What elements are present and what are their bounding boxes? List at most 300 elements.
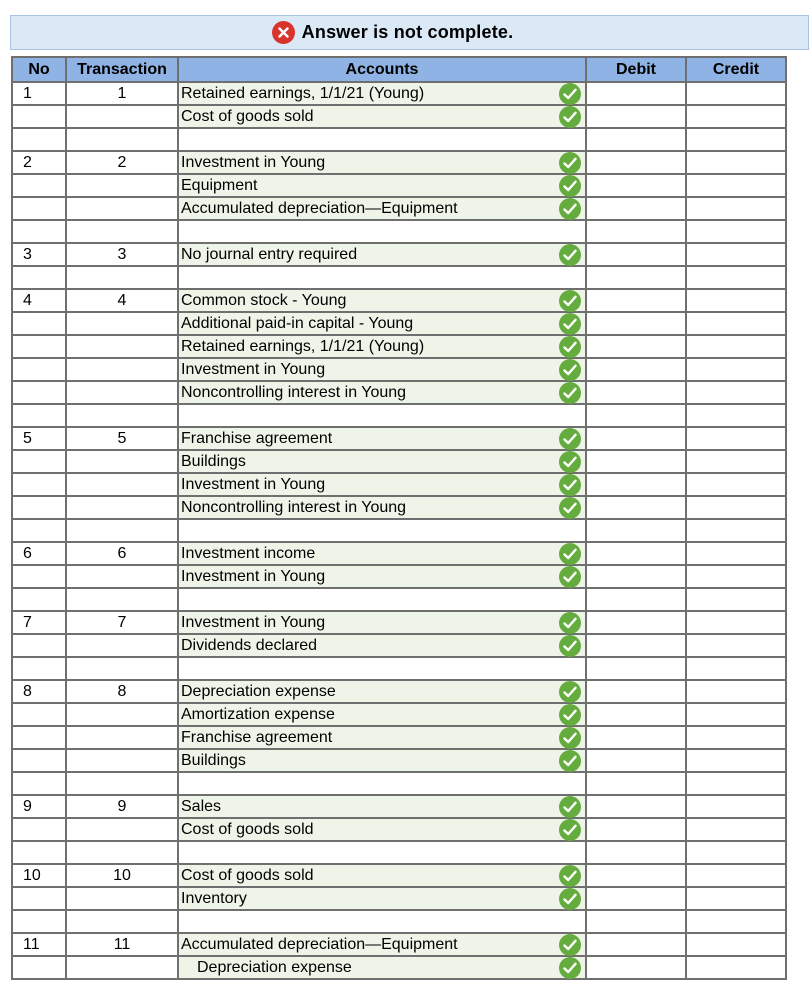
- correct-checkmark-icon: [559, 750, 581, 772]
- transaction-cell: [66, 772, 178, 795]
- row-number-cell: [12, 105, 66, 128]
- credit-input[interactable]: [686, 864, 786, 887]
- debit-input[interactable]: [586, 933, 686, 956]
- account-select[interactable]: [178, 174, 586, 197]
- table-row: [12, 772, 786, 795]
- transaction-cell: [66, 910, 178, 933]
- debit-input[interactable]: [586, 910, 686, 933]
- transaction-cell: 2: [66, 151, 178, 174]
- transaction-cell: 1: [66, 82, 178, 105]
- transaction-cell: [66, 197, 178, 220]
- table-row: [12, 220, 786, 243]
- account-select[interactable]: [178, 243, 586, 266]
- account-label: Depreciation expense: [197, 958, 352, 976]
- account-select[interactable]: [178, 358, 586, 381]
- row-number-cell: 1: [12, 82, 66, 105]
- correct-checkmark-icon: [559, 474, 581, 496]
- row-number-cell: 3: [12, 243, 66, 266]
- transaction-cell: 5: [66, 427, 178, 450]
- transaction-cell: 10: [66, 864, 178, 887]
- answer-status-banner: [10, 15, 809, 50]
- account-label: Cost of goods sold: [181, 107, 314, 125]
- row-number-cell: [12, 726, 66, 749]
- account-label: Retained earnings, 1/1/21 (Young): [181, 337, 425, 355]
- correct-checkmark-icon: [559, 796, 581, 818]
- debit-input[interactable]: [586, 381, 686, 404]
- row-number-cell: [12, 450, 66, 473]
- account-label: Amortization expense: [181, 705, 335, 723]
- transaction-cell: [66, 312, 178, 335]
- account-select[interactable]: [178, 335, 586, 358]
- account-label: Retained earnings, 1/1/21 (Young): [181, 84, 425, 102]
- credit-input[interactable]: [686, 312, 786, 335]
- row-number-cell: [12, 220, 66, 243]
- table-row: [12, 956, 786, 979]
- row-number-cell: [12, 404, 66, 427]
- credit-input[interactable]: [686, 542, 786, 565]
- account-select[interactable]: [178, 197, 586, 220]
- account-select[interactable]: [178, 105, 586, 128]
- header-transaction: Transaction: [66, 57, 178, 82]
- transaction-cell: [66, 565, 178, 588]
- debit-input[interactable]: [586, 358, 686, 381]
- credit-input[interactable]: [686, 450, 786, 473]
- correct-checkmark-icon: [559, 152, 581, 174]
- account-select[interactable]: [178, 519, 586, 542]
- table-row: [12, 151, 786, 174]
- row-number-cell: [12, 266, 66, 289]
- journal-entry-table: [11, 56, 787, 980]
- account-label: Investment in Young: [181, 475, 326, 493]
- correct-checkmark-icon: [559, 359, 581, 381]
- account-select[interactable]: [178, 726, 586, 749]
- correct-checkmark-icon: [559, 198, 581, 220]
- correct-checkmark-icon: [559, 244, 581, 266]
- correct-checkmark-icon: [559, 336, 581, 358]
- credit-input[interactable]: [686, 174, 786, 197]
- credit-input[interactable]: [686, 381, 786, 404]
- row-number-cell: [12, 519, 66, 542]
- debit-input[interactable]: [586, 404, 686, 427]
- row-number-cell: [12, 887, 66, 910]
- row-number-cell: [12, 956, 66, 979]
- debit-input[interactable]: [586, 887, 686, 910]
- table-row: [12, 404, 786, 427]
- table-body: [12, 82, 786, 979]
- table-row: [12, 450, 786, 473]
- transaction-cell: [66, 266, 178, 289]
- account-label: Additional paid-in capital - Young: [181, 314, 414, 332]
- credit-input[interactable]: [686, 910, 786, 933]
- row-number-cell: [12, 473, 66, 496]
- row-number-cell: 2: [12, 151, 66, 174]
- account-label: Accumulated depreciation—Equipment: [181, 199, 458, 217]
- correct-checkmark-icon: [559, 382, 581, 404]
- transaction-cell: [66, 956, 178, 979]
- account-label: Common stock - Young: [181, 291, 347, 309]
- row-number-cell: [12, 634, 66, 657]
- header-credit: Credit: [686, 57, 786, 82]
- credit-input[interactable]: [686, 841, 786, 864]
- table-row: [12, 680, 786, 703]
- table-row: [12, 795, 786, 818]
- account-label: Franchise agreement: [181, 429, 333, 447]
- account-select[interactable]: [178, 312, 586, 335]
- table-row: [12, 749, 786, 772]
- correct-checkmark-icon: [559, 175, 581, 197]
- correct-checkmark-icon: [559, 106, 581, 128]
- debit-input[interactable]: [586, 680, 686, 703]
- account-select[interactable]: [178, 818, 586, 841]
- row-number-cell: 6: [12, 542, 66, 565]
- row-number-cell: [12, 381, 66, 404]
- debit-input[interactable]: [586, 289, 686, 312]
- transaction-cell: 3: [66, 243, 178, 266]
- debit-input[interactable]: [586, 565, 686, 588]
- correct-checkmark-icon: [559, 681, 581, 703]
- account-label: Sales: [181, 797, 222, 815]
- header-accounts: Accounts: [178, 57, 586, 82]
- account-select[interactable]: [178, 933, 586, 956]
- table-row: [12, 312, 786, 335]
- debit-input[interactable]: [586, 335, 686, 358]
- transaction-cell: [66, 473, 178, 496]
- debit-input[interactable]: [586, 450, 686, 473]
- correct-checkmark-icon: [559, 428, 581, 450]
- debit-input[interactable]: [586, 703, 686, 726]
- debit-input[interactable]: [586, 473, 686, 496]
- transaction-cell: 7: [66, 611, 178, 634]
- credit-input[interactable]: [686, 473, 786, 496]
- debit-input[interactable]: [586, 542, 686, 565]
- correct-checkmark-icon: [559, 957, 581, 979]
- error-x-icon: [272, 21, 295, 44]
- account-select[interactable]: [178, 657, 586, 680]
- account-select[interactable]: [178, 496, 586, 519]
- transaction-cell: [66, 450, 178, 473]
- account-label: Dividends declared: [181, 636, 318, 654]
- credit-input[interactable]: [686, 358, 786, 381]
- account-select[interactable]: [178, 634, 586, 657]
- account-select[interactable]: [178, 910, 586, 933]
- debit-input[interactable]: [586, 657, 686, 680]
- credit-input[interactable]: [686, 818, 786, 841]
- row-number-cell: [12, 910, 66, 933]
- account-select[interactable]: [178, 404, 586, 427]
- table-row: [12, 933, 786, 956]
- row-number-cell: [12, 197, 66, 220]
- debit-input[interactable]: [586, 841, 686, 864]
- account-select[interactable]: [178, 749, 586, 772]
- transaction-cell: [66, 174, 178, 197]
- transaction-cell: [66, 588, 178, 611]
- table-row: [12, 427, 786, 450]
- transaction-cell: 4: [66, 289, 178, 312]
- account-select[interactable]: [178, 151, 586, 174]
- table-row: [12, 588, 786, 611]
- row-number-cell: [12, 128, 66, 151]
- table-row: [12, 703, 786, 726]
- transaction-cell: [66, 404, 178, 427]
- debit-input[interactable]: [586, 174, 686, 197]
- transaction-cell: [66, 496, 178, 519]
- table-row: [12, 197, 786, 220]
- transaction-cell: [66, 841, 178, 864]
- row-number-cell: 8: [12, 680, 66, 703]
- account-select[interactable]: [178, 565, 586, 588]
- transaction-cell: [66, 818, 178, 841]
- debit-input[interactable]: [586, 151, 686, 174]
- account-select[interactable]: [178, 795, 586, 818]
- debit-input[interactable]: [586, 726, 686, 749]
- correct-checkmark-icon: [559, 543, 581, 565]
- transaction-cell: [66, 358, 178, 381]
- table-row: [12, 634, 786, 657]
- debit-input[interactable]: [586, 864, 686, 887]
- account-label: Cost of goods sold: [181, 820, 314, 838]
- transaction-cell: 9: [66, 795, 178, 818]
- table-row: [12, 726, 786, 749]
- table-row: [12, 657, 786, 680]
- account-select[interactable]: [178, 220, 586, 243]
- debit-input[interactable]: [586, 818, 686, 841]
- transaction-cell: [66, 220, 178, 243]
- table-row: [12, 381, 786, 404]
- correct-checkmark-icon: [559, 83, 581, 105]
- table-row: [12, 174, 786, 197]
- account-label: Noncontrolling interest in Young: [181, 498, 407, 516]
- account-select[interactable]: [178, 887, 586, 910]
- row-number-cell: 9: [12, 795, 66, 818]
- table-row: [12, 473, 786, 496]
- row-number-cell: [12, 335, 66, 358]
- table-row: [12, 910, 786, 933]
- credit-input[interactable]: [686, 887, 786, 910]
- correct-checkmark-icon: [559, 497, 581, 519]
- correct-checkmark-icon: [559, 865, 581, 887]
- table-row: [12, 496, 786, 519]
- credit-input[interactable]: [686, 266, 786, 289]
- account-label: Investment income: [181, 544, 316, 562]
- debit-input[interactable]: [586, 795, 686, 818]
- credit-input[interactable]: [686, 427, 786, 450]
- account-label: Franchise agreement: [181, 728, 333, 746]
- account-label: Investment in Young: [181, 153, 326, 171]
- row-number-cell: [12, 174, 66, 197]
- correct-checkmark-icon: [559, 934, 581, 956]
- transaction-cell: [66, 749, 178, 772]
- transaction-cell: [66, 703, 178, 726]
- account-select[interactable]: [178, 427, 586, 450]
- credit-input[interactable]: [686, 933, 786, 956]
- row-number-cell: [12, 703, 66, 726]
- debit-input[interactable]: [586, 749, 686, 772]
- row-number-cell: [12, 818, 66, 841]
- credit-input[interactable]: [686, 335, 786, 358]
- table-row: [12, 542, 786, 565]
- credit-input[interactable]: [686, 588, 786, 611]
- transaction-cell: [66, 105, 178, 128]
- table-row: [12, 82, 786, 105]
- row-number-cell: [12, 565, 66, 588]
- row-number-cell: 7: [12, 611, 66, 634]
- table-row: [12, 565, 786, 588]
- row-number-cell: [12, 312, 66, 335]
- table-header-row: [12, 57, 786, 82]
- account-label: Noncontrolling interest in Young: [181, 383, 407, 401]
- debit-input[interactable]: [586, 220, 686, 243]
- table-row: [12, 841, 786, 864]
- table-row: [12, 358, 786, 381]
- correct-checkmark-icon: [559, 888, 581, 910]
- correct-checkmark-icon: [559, 313, 581, 335]
- transaction-cell: [66, 634, 178, 657]
- row-number-cell: [12, 588, 66, 611]
- credit-input[interactable]: [686, 220, 786, 243]
- header-debit: Debit: [586, 57, 686, 82]
- debit-input[interactable]: [586, 611, 686, 634]
- credit-input[interactable]: [686, 243, 786, 266]
- table-row: [12, 519, 786, 542]
- debit-input[interactable]: [586, 243, 686, 266]
- correct-checkmark-icon: [559, 451, 581, 473]
- credit-input[interactable]: [686, 496, 786, 519]
- account-label: Buildings: [181, 452, 246, 470]
- debit-input[interactable]: [586, 427, 686, 450]
- account-select[interactable]: [178, 841, 586, 864]
- table-row: [12, 105, 786, 128]
- credit-input[interactable]: [686, 703, 786, 726]
- account-select[interactable]: [178, 289, 586, 312]
- credit-input[interactable]: [686, 657, 786, 680]
- debit-input[interactable]: [586, 956, 686, 979]
- transaction-cell: 8: [66, 680, 178, 703]
- debit-input[interactable]: [586, 266, 686, 289]
- banner-message: Answer is not complete.: [301, 22, 514, 42]
- row-number-cell: [12, 772, 66, 795]
- credit-input[interactable]: [686, 795, 786, 818]
- account-label: Depreciation expense: [181, 682, 336, 700]
- transaction-cell: 11: [66, 933, 178, 956]
- account-label: Investment in Young: [181, 567, 326, 585]
- table-row: [12, 335, 786, 358]
- row-number-cell: 5: [12, 427, 66, 450]
- account-select[interactable]: [178, 381, 586, 404]
- transaction-cell: [66, 335, 178, 358]
- credit-input[interactable]: [686, 82, 786, 105]
- account-select[interactable]: [178, 611, 586, 634]
- debit-input[interactable]: [586, 128, 686, 151]
- account-select[interactable]: [178, 864, 586, 887]
- correct-checkmark-icon: [559, 704, 581, 726]
- account-label: Equipment: [181, 176, 258, 194]
- table-row: [12, 128, 786, 151]
- account-select[interactable]: [178, 450, 586, 473]
- account-select[interactable]: [178, 588, 586, 611]
- credit-input[interactable]: [686, 105, 786, 128]
- table-row: [12, 289, 786, 312]
- table-row: [12, 887, 786, 910]
- row-number-cell: [12, 657, 66, 680]
- transaction-cell: [66, 657, 178, 680]
- table-row: [12, 864, 786, 887]
- transaction-cell: [66, 887, 178, 910]
- credit-input[interactable]: [686, 289, 786, 312]
- debit-input[interactable]: [586, 105, 686, 128]
- transaction-cell: 6: [66, 542, 178, 565]
- account-label: Accumulated depreciation—Equipment: [181, 935, 458, 953]
- debit-input[interactable]: [586, 82, 686, 105]
- correct-checkmark-icon: [559, 727, 581, 749]
- row-number-cell: [12, 841, 66, 864]
- debit-input[interactable]: [586, 772, 686, 795]
- account-label: Investment in Young: [181, 613, 326, 631]
- account-select[interactable]: [178, 266, 586, 289]
- account-label: Cost of goods sold: [181, 866, 314, 884]
- credit-input[interactable]: [686, 956, 786, 979]
- credit-input[interactable]: [686, 151, 786, 174]
- correct-checkmark-icon: [559, 635, 581, 657]
- account-select[interactable]: [178, 680, 586, 703]
- account-label: Inventory: [181, 889, 247, 907]
- debit-input[interactable]: [586, 519, 686, 542]
- header-no: No: [12, 57, 66, 82]
- credit-input[interactable]: [686, 772, 786, 795]
- table-row: [12, 818, 786, 841]
- credit-input[interactable]: [686, 634, 786, 657]
- table-row: [12, 243, 786, 266]
- credit-input[interactable]: [686, 749, 786, 772]
- row-number-cell: 4: [12, 289, 66, 312]
- row-number-cell: [12, 749, 66, 772]
- credit-input[interactable]: [686, 404, 786, 427]
- account-select[interactable]: [178, 473, 586, 496]
- row-number-cell: [12, 496, 66, 519]
- transaction-cell: [66, 519, 178, 542]
- credit-input[interactable]: [686, 565, 786, 588]
- correct-checkmark-icon: [559, 566, 581, 588]
- debit-input[interactable]: [586, 312, 686, 335]
- credit-input[interactable]: [686, 611, 786, 634]
- account-select[interactable]: [178, 542, 586, 565]
- credit-input[interactable]: [686, 197, 786, 220]
- account-label: No journal entry required: [181, 245, 358, 263]
- credit-input[interactable]: [686, 128, 786, 151]
- credit-input[interactable]: [686, 726, 786, 749]
- transaction-cell: [66, 726, 178, 749]
- account-select[interactable]: [178, 82, 586, 105]
- credit-input[interactable]: [686, 519, 786, 542]
- row-number-cell: 10: [12, 864, 66, 887]
- account-select[interactable]: [178, 128, 586, 151]
- account-select[interactable]: [178, 772, 586, 795]
- debit-input[interactable]: [586, 496, 686, 519]
- debit-input[interactable]: [586, 197, 686, 220]
- correct-checkmark-icon: [559, 819, 581, 841]
- debit-input[interactable]: [586, 634, 686, 657]
- account-select[interactable]: [178, 956, 586, 979]
- account-label: Buildings: [181, 751, 246, 769]
- row-number-cell: [12, 358, 66, 381]
- table-row: [12, 611, 786, 634]
- transaction-cell: [66, 128, 178, 151]
- credit-input[interactable]: [686, 680, 786, 703]
- account-select[interactable]: [178, 703, 586, 726]
- debit-input[interactable]: [586, 588, 686, 611]
- correct-checkmark-icon: [559, 290, 581, 312]
- account-label: Investment in Young: [181, 360, 326, 378]
- correct-checkmark-icon: [559, 612, 581, 634]
